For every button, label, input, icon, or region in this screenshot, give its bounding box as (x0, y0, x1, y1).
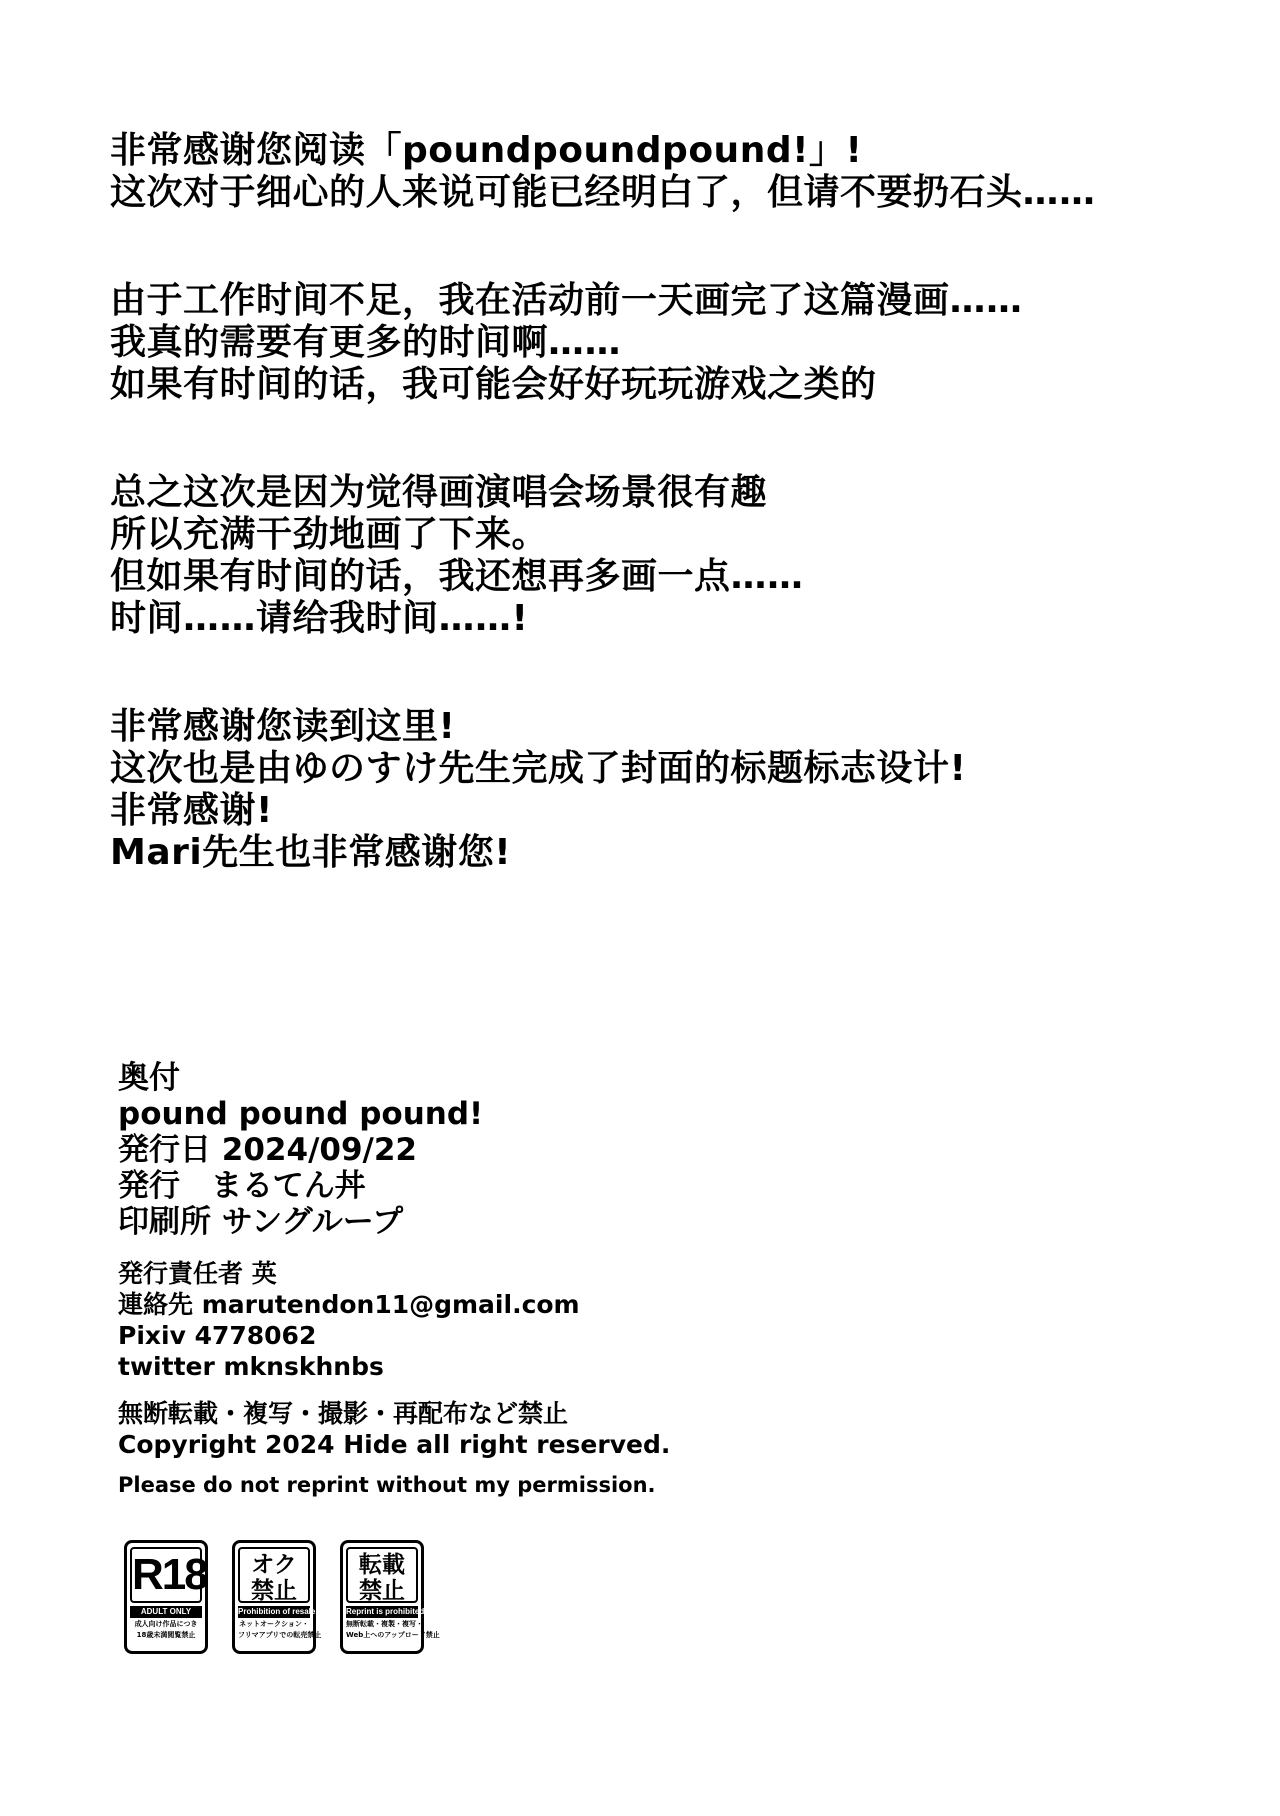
reprint-badge-note: Web上へのアップロード禁止 (346, 1631, 440, 1639)
r18-badge (124, 1540, 208, 1654)
prohibition-notice: 無断転載・複写・撮影・再配布など禁止 (118, 1399, 569, 1428)
afterword-line: 非常感谢! (110, 790, 273, 831)
afterword-line: 非常感谢您读到这里! (110, 706, 456, 747)
afterword-line: 这次也是由ゆのすけ先生完成了封面的标题标志设计! (110, 748, 967, 789)
resale-prohibited-badge (232, 1540, 322, 1654)
afterword-line: 时间……请给我时间……! (110, 598, 529, 639)
responsible-person: 発行責任者 英 (118, 1259, 277, 1288)
r18-badge-sub: ADULT ONLY (130, 1606, 202, 1618)
resale-badge-note: ネットオークション・ (239, 1620, 309, 1628)
afterword (110, 130, 1230, 874)
afterword-line: 但如果有时间的话，我还想再多画一点…… (110, 556, 804, 597)
reprint-prohibited-badge (340, 1540, 440, 1654)
resale-badge-label (238, 1547, 310, 1603)
r18-badge-note: 成人向け作品につき (134, 1620, 198, 1628)
reprint-badge-label (346, 1547, 418, 1603)
afterword-line: 如果有时间的话，我可能会好好玩玩游戏之类的 (110, 364, 877, 405)
afterword-line: 由于工作时间不足，我在活动前一天画完了这篇漫画…… (110, 280, 1023, 321)
afterword-line: 非常感谢您阅读「poundpoundpound!」! (110, 130, 863, 171)
permission-notice: Please do not reprint without my permission. (118, 1473, 656, 1497)
contact-email: 連絡先 marutendon11@gmail.com (118, 1290, 580, 1319)
resale-badge-sub: Prohibition of resale. (238, 1607, 318, 1616)
colophon-heading: 奥付 (118, 1060, 180, 1096)
copyright: Copyright 2024 Hide all right reserved. (118, 1430, 671, 1459)
afterword-line: 所以充满干劲地画了下来。 (110, 514, 549, 555)
reprint-badge-label-bottom: 禁止 (359, 1577, 405, 1603)
afterword-line: 总之这次是因为觉得画演唱会场景很有趣 (110, 472, 768, 513)
publisher: 発行 まるてん丼 (118, 1168, 366, 1204)
afterword-line: 我真的需要有更多的时间啊…… (110, 322, 622, 363)
colophon (118, 1060, 1018, 1498)
resale-badge-label-top: オク (251, 1551, 297, 1577)
r18-badge-label: R18 (130, 1547, 202, 1603)
reprint-badge-note: 無断転載・複製・複写・ (346, 1620, 423, 1628)
afterword-line: Mari先生也非常感谢您! (110, 832, 512, 873)
resale-badge-note: フリマアプリでの転売禁止 (238, 1631, 322, 1639)
twitter-handle: twitter mknskhnbs (118, 1352, 384, 1381)
pixiv-id: Pixiv 4778062 (118, 1321, 317, 1350)
resale-badge-label-bottom: 禁止 (251, 1577, 297, 1603)
printer: 印刷所 サングループ (118, 1204, 404, 1240)
badge-row (124, 1540, 440, 1654)
r18-badge-note: 18歳未満閲覧禁止 (136, 1631, 196, 1639)
reprint-badge-label-top: 転載 (359, 1551, 405, 1577)
book-title: pound pound pound! (118, 1096, 484, 1132)
issue-date: 発行日 2024/09/22 (118, 1132, 417, 1168)
afterword-line: 这次对于细心的人来说可能已经明白了，但请不要扔石头…… (110, 172, 1096, 213)
reprint-badge-sub: Reprint is prohibited. (346, 1607, 427, 1616)
